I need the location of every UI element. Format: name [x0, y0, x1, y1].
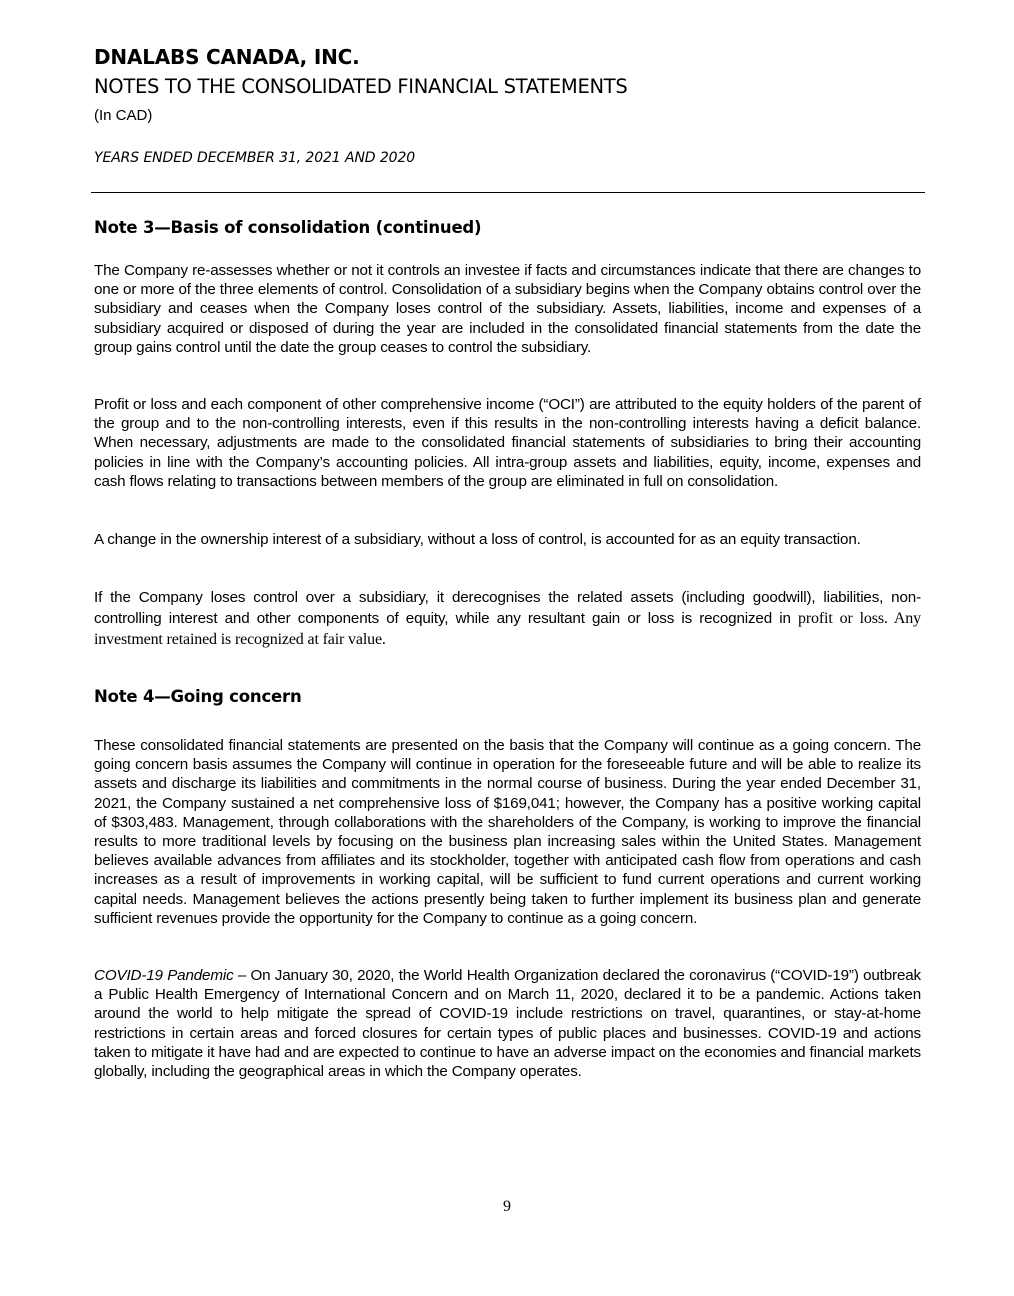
note-3-paragraph-4: [94, 587, 921, 650]
note-4-paragraph-2: [94, 966, 921, 1081]
page-number: 9: [503, 1198, 511, 1215]
header-divider: [91, 192, 925, 193]
note-4-heading: Note 4—Going concern: [94, 687, 302, 706]
covid-label: COVID-19 Pandemic: [94, 967, 234, 984]
note-3-paragraph-1: The Company re-assesses whether or not it controls an investee if facts and circumstances indicate that there are changes to one or more of the three elements of control. Consolidation of a subsidiary begins when the Company obtains control over the subsidiary and ceases when the Company loses control of the subsidiary. Assets, liabilities, income and expenses of a subsidiary acquired or disposed of during the year are included in the consolidated financial statements from the date the group gains control until the date the group ceases to control the subsidiary.: [94, 262, 921, 356]
note-3-paragraph-4-serif: profit or loss. Any investment retained is recognized at fair value.: [94, 610, 921, 648]
note-3-paragraph-2: Profit or loss and each component of other comprehensive income (“OCI”) are attributed to the equity holders of the parent of the group and to the non-controlling interests, even if this results in the non-controlling interests having a deficit balance. When necessary, adjustments are made to the consolidated financial statements of subsidiaries to bring their accounting policies in line with the Company’s accounting policies. All intra-group assets and liabilities, equity, income, expenses and cash flows relating to transactions between members of the group are eliminated in full on consolidation.: [94, 396, 921, 490]
document-title: NOTES TO THE CONSOLIDATED FINANCIAL STATEMENTS: [94, 75, 628, 98]
company-name: DNALABS CANADA, INC.: [94, 45, 360, 69]
note-3-heading: Note 3—Basis of consolidation (continued): [94, 218, 482, 237]
note-3-paragraph-4-sans: If the Company loses control over a subsidiary, it derecognises the related assets (including goodwill), liabilities, non-controlling interest and other components of equity, while any resultant gain or loss is recognized in: [94, 589, 921, 627]
currency-note: (In CAD): [94, 107, 153, 124]
note-3-paragraph-3: A change in the ownership interest of a subsidiary, without a loss of control, is accounted for as an equity transaction.: [94, 531, 861, 548]
note-4-paragraph-1: These consolidated financial statements are presented on the basis that the Company will continue as a going concern. The going concern basis assumes the Company will continue in operation for the foreseeable future and will be able to realize its assets and discharge its liabilities and commitments in the normal course of business. During the year ended December 31, 2021, the Company sustained a net comprehensive loss of $169,041; however, the Company has a positive working capital of $303,483. Management, through collaborations with the shareholders of the Company, is working to improve the financial results to more traditional levels by focusing on the business plan increasing sales within the United States. Management believes available advances from affiliates and its stockholder, together with anticipated cash flow from operations and cash increases as a result of improvements in working capital, will be sufficient to fund current operations and current working capital needs. Management believes the actions presently being taken to further implement its business plan and generate sufficient revenues provide the opportunity for the Company to continue as a going concern.: [94, 737, 921, 927]
period-subtitle: YEARS ENDED DECEMBER 31, 2021 AND 2020: [94, 150, 416, 166]
covid-text: – On January 30, 2020, the World Health Organization declared the coronavirus (“COVID-19”) outbreak a Public Health Emergency of International Concern and on March 11, 2020, declared it to be a pandemic. Actions taken around the world to help mitigate the spread of COVID-19 include restrictions on travel, quarantines, or stay-at-home restrictions in certain areas and forced closures for certain types of public places and businesses. COVID-19 and actions taken to mitigate it have had and are expected to continue to have an adverse impact on the economies and financial markets globally, including the geographical areas in which the Company operates.: [94, 967, 921, 1081]
